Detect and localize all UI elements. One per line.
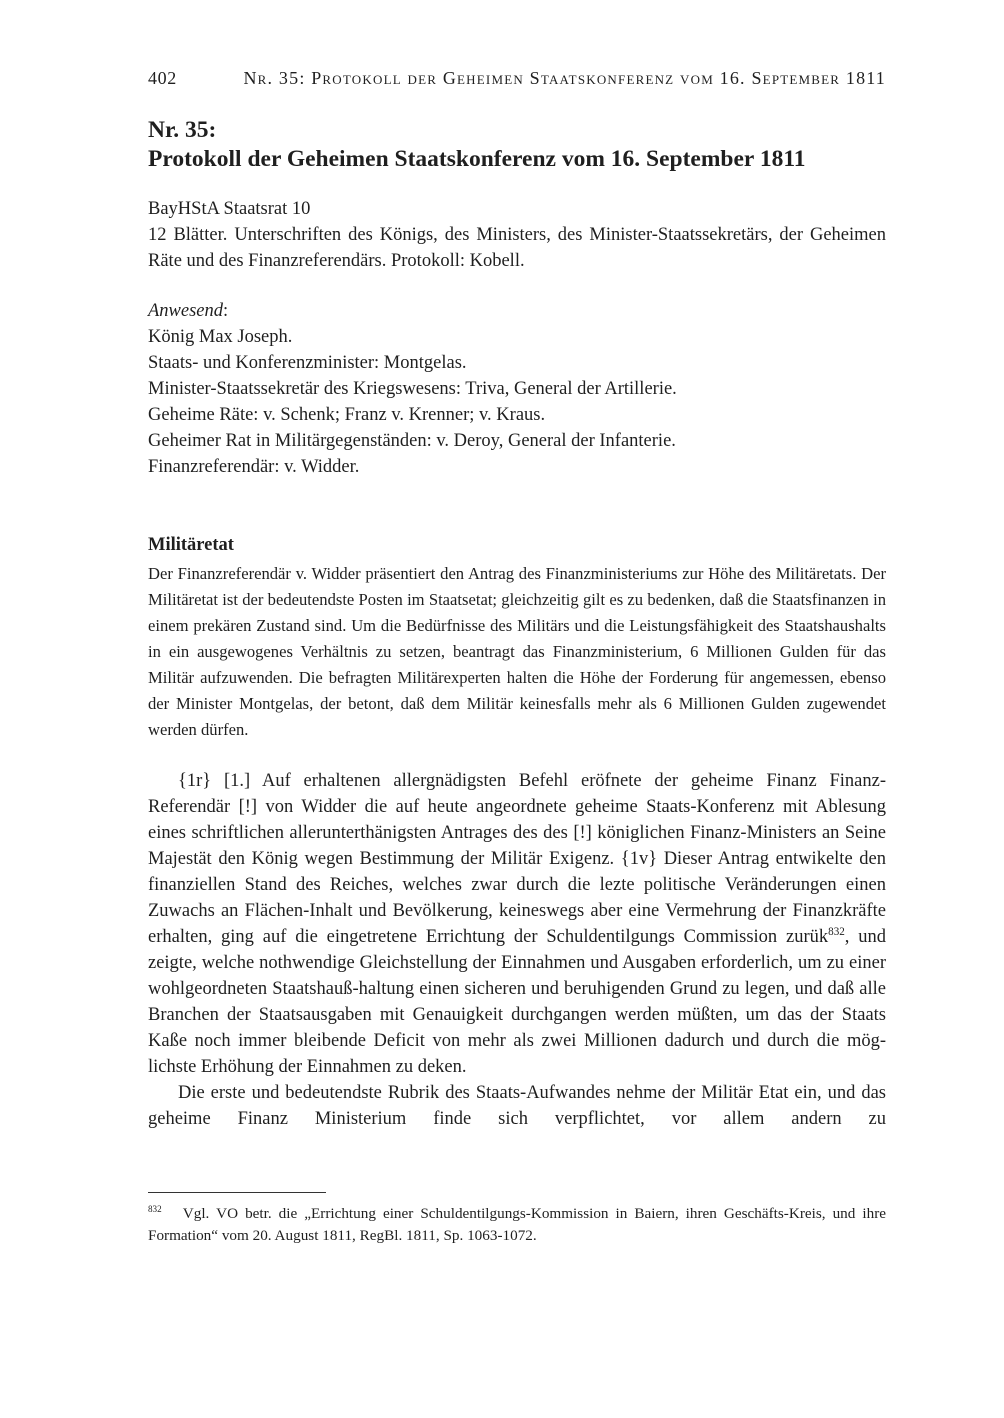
body-paragraph — [148, 768, 886, 1080]
body-paragraph: Die erste und bedeutendste Rubrik des Staats-Aufwandes nehme der Militär Etat ein, und das geheime Finanz Ministerium finde sich verpflichtet, vor allem andern zu — [148, 1083, 886, 1129]
attendee-line: Staats- und Konferenzminister: Montgelas. — [148, 353, 467, 373]
attendee-line: Finanzreferendär: v. Widder. — [148, 457, 360, 477]
footnote-text: Vgl. VO betr. die „Errichtung einer Schuldentilgungs-Kommission in Baiern, ihren Geschäfts-Kreis, und ihre Formation“ vom 20. August 1811, RegBl. 1811, Sp. 1063-1072. — [148, 1205, 887, 1244]
attendance-list — [148, 298, 886, 480]
source-signature: BayHStA Staatsrat 10 — [148, 199, 311, 219]
source-description: 12 Blätter. Unterschriften des Königs, des Ministers, des Minister-Staatssekretärs, der Geheimen Räte und des Finanzreferendärs. Protokoll: Kobell. — [148, 225, 886, 271]
attendance-label: Anwesend — [148, 301, 224, 321]
attendee-line: Geheime Räte: v. Schenk; Franz v. Krenner; v. Kraus. — [148, 405, 546, 425]
running-header — [148, 68, 886, 92]
footnote-number: 832 — [148, 1203, 162, 1214]
section-summary: Der Finanzreferendär v. Widder präsentiert den Antrag des Finanzministeriums zur Höhe des Militäretats. Der Militäretat ist der bedeutendste Posten im Staatsetat; gleichzeitig gilt es zu bedenken, daß die Staatsfinanzen in einem prekären Zustand sind. Um die Bedürfnisse des Militärs und die Leistungsfähigkeit des Staatshaushalts in ein ausgewogenes Verhältnis zu setzen, beantragt das Finanzministerium, 6 Millionen Gulden für das Militär aufzuwenden. Die befragten Militärexperten halten die Höhe der Forderung für angemessen, ebenso der Minister Montgelas, der betont, daß dem Militär keinesfalls mehr als 6 Millionen Gulden zugewendet werden dürfen. — [148, 564, 886, 739]
document-title — [148, 116, 886, 174]
attendee-line: Minister-Staatssekretär des Kriegswesens: Triva, General der Artillerie. — [148, 379, 677, 399]
page-number: 402 — [148, 68, 177, 88]
document-title-text: Protokoll der Geheimen Staatskonferenz vom 16. September 1811 — [148, 146, 806, 172]
running-title: Nr. 35: Protokoll der Geheimen Staatskonferenz vom 16. September 1811 — [243, 68, 886, 88]
document-number: Nr. 35: — [148, 117, 217, 143]
attendance-colon: : — [223, 301, 229, 321]
attendance-label-line — [148, 298, 886, 324]
archival-metadata — [148, 196, 886, 274]
attendee-line: König Max Joseph. — [148, 327, 293, 347]
footnote — [148, 1203, 886, 1247]
attendee-line: Geheimer Rat in Militärgegenständen: v. Deroy, General der Infanterie. — [148, 431, 676, 451]
protocol-body — [148, 768, 886, 1132]
paragraph-text: {1r} [1.] Auf erhaltenen allergnädigsten Befehl eröfnete der geheime Finanz Finanz-Referendär [!] von Widder die auf heute angeordnete geheime Staats-Konferenz mit Ablesung eines schriftlichen allerunterthänigsten Antrages des des [!] königlichen Finanz-Ministers an Seine Majestät den König wegen Bestimmung der Militär Exigenz. {1v} Dieser Antrag entwikelte den finanziellen Stand des Reiches, welches zwar durch die lezte politische Veränderungen einen Zuwachs an Flächen-Inhalt und Bevölkerung, keineswegs aber eine Vermehrung der Finanzkräfte erhalten, ging auf die eingetretene Errichtung der Schuldentilgungs Commission zurük — [148, 771, 886, 947]
footnote-reference: 832 — [828, 925, 845, 938]
paragraph-text: , und zeigte, welche nothwendige Gleichstellung der Einnahmen und Ausgaben erforderlich, um zu einer wohlgeordneten Staatshauß-haltung einen sicheren und beruhigenden Grund zu legen, und daß alle Branchen der Staatsausgaben mit Genauigkeit durchgangen werden müßten, um das der Staats Kaße noch immer bleibende Deficit von mehr als zwei Millionen dadurch und durch die mög-lichste Erhöhung der Einnahmen zu deken. — [148, 927, 886, 1077]
section-heading: Militäretat — [148, 535, 234, 555]
footnote-divider — [148, 1192, 326, 1193]
